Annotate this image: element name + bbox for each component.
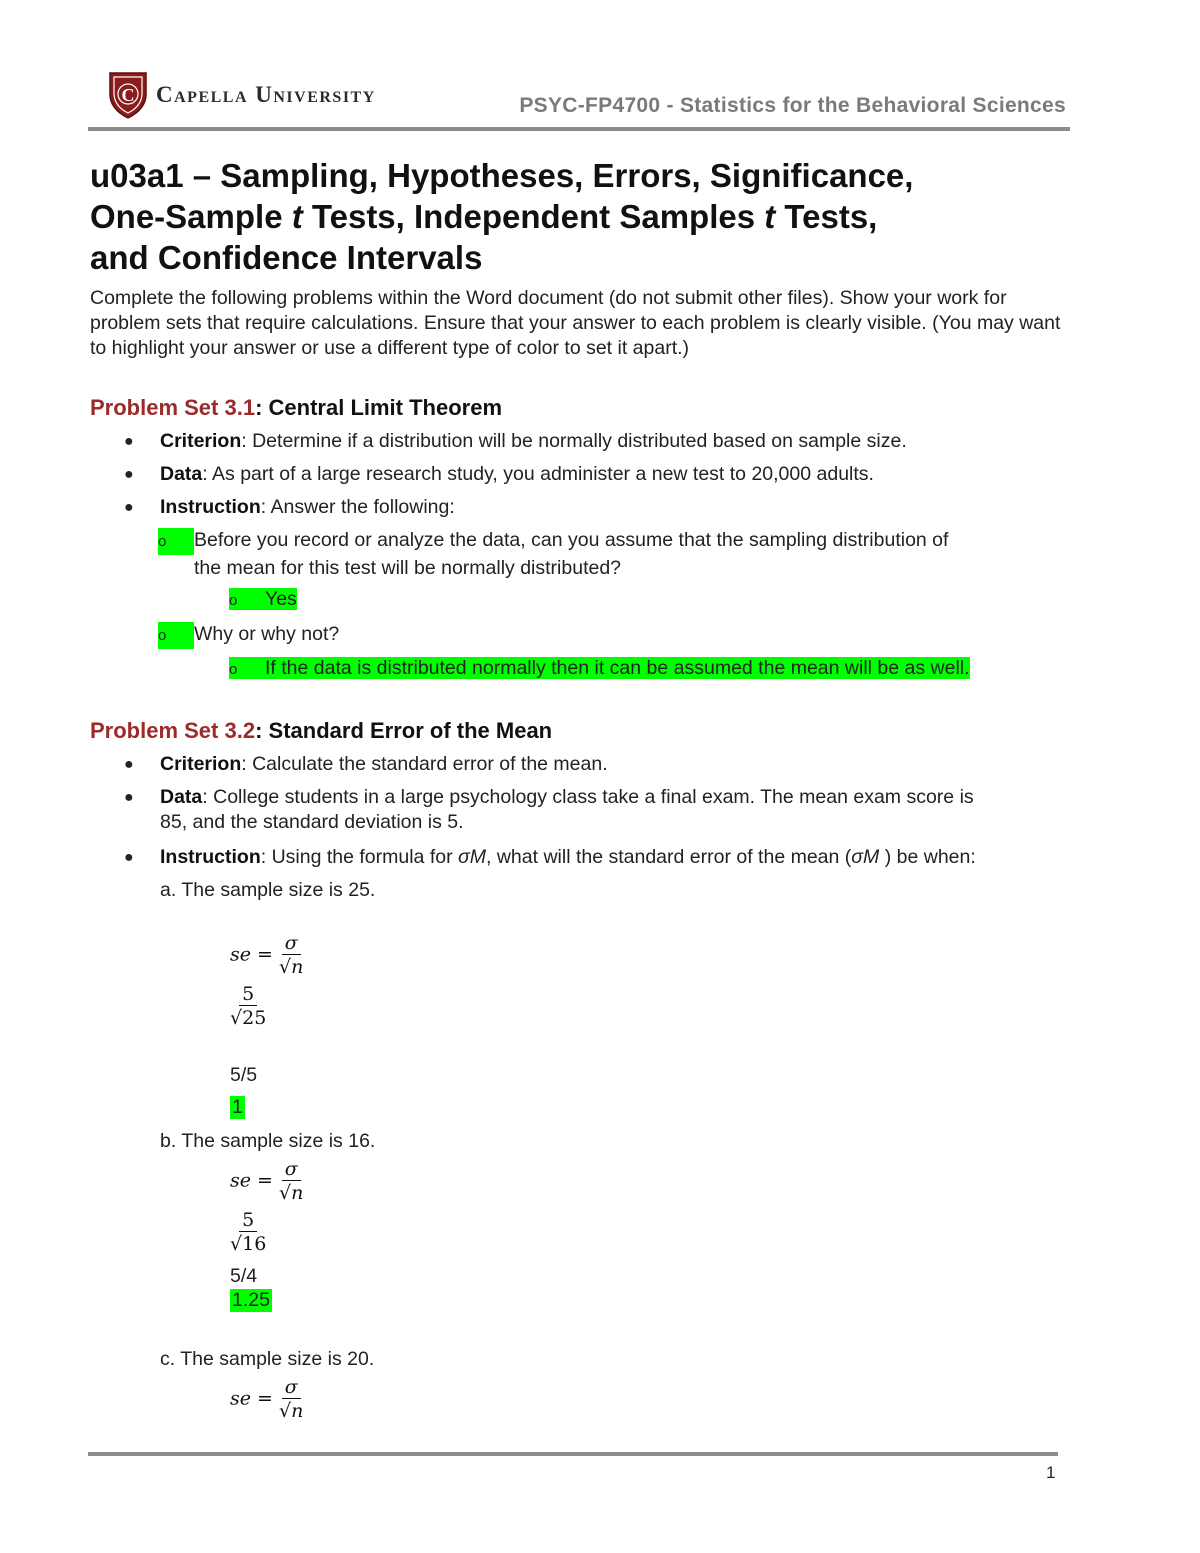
formula-denominator: √n	[279, 1182, 304, 1204]
document-body	[90, 155, 1070, 1422]
sub-bullet-icon: o	[158, 528, 194, 555]
problem-set-name: Central Limit Theorem	[268, 395, 503, 420]
problem-set-3-2-heading	[90, 718, 552, 744]
question-1-line-2: the mean for this test will be normally distributed?	[194, 557, 622, 579]
sub-bullet-icon: o	[158, 622, 194, 649]
data-text: : As part of a large research study, you administer a new test to 20,000 adults.	[202, 463, 874, 485]
criterion-text: : Calculate the standard error of the mean.	[241, 753, 608, 775]
formula-numerator: σ	[282, 932, 301, 955]
question-2	[158, 621, 339, 649]
bullet-icon: ●	[124, 433, 134, 450]
formula-numerator: σ	[282, 1376, 301, 1399]
sub-bullet-icon: o	[229, 661, 238, 678]
part-a-label: a. The sample size is 25.	[160, 879, 376, 901]
problem-set-number: Problem Set 3.2	[90, 718, 256, 743]
page-header	[88, 64, 1070, 134]
instruction-text: : Answer the following:	[260, 496, 455, 518]
bullet-icon: ●	[124, 849, 134, 866]
formula-denominator: √n	[279, 956, 304, 978]
title-line-2b: Tests, Independent Samples	[302, 198, 765, 235]
intro-paragraph: Complete the following problems within the Word document (do not submit other files). Show your work for problem sets that require calculations. Ensure that your answer to each problem is clearly visible. (You may want to highlight your answer or use a different type of color to set it apart.)	[90, 287, 1061, 359]
answer-2-text: If the data is distributed normally then it can be assumed the mean will be as well.	[265, 657, 970, 679]
logo-wordmark: Capella University	[156, 82, 376, 107]
svg-text:C: C	[121, 85, 135, 105]
problem-set-number: Problem Set 3.1	[90, 395, 256, 420]
title-line-2a: One-Sample	[90, 198, 292, 235]
heading-separator: :	[255, 718, 269, 743]
formula-c	[230, 1376, 303, 1423]
header-divider	[88, 127, 1070, 131]
formula-denominator: √n	[279, 1400, 304, 1422]
fraction-a	[230, 983, 266, 1030]
fraction-denominator: √16	[230, 1233, 267, 1255]
bullet-icon: ●	[124, 499, 134, 516]
fraction-b	[230, 1209, 266, 1256]
answer-2	[229, 655, 970, 683]
title-t-italic-2: t	[764, 198, 776, 235]
instruction-label: Instruction	[160, 496, 261, 518]
part-c-label: c. The sample size is 20.	[160, 1348, 375, 1370]
formula-numerator: σ	[282, 1158, 301, 1181]
fraction-denominator: √25	[230, 1007, 267, 1029]
part-b-label: b. The sample size is 16.	[160, 1130, 376, 1152]
shield-icon	[108, 70, 148, 120]
answer-1-text: Yes	[265, 588, 297, 610]
page-title	[90, 155, 1070, 278]
question-2-text: Why or why not?	[194, 623, 340, 645]
step-a: 5/5	[230, 1064, 258, 1086]
problem-set-name: Standard Error of the Mean	[268, 718, 553, 743]
fraction-numerator: 5	[239, 983, 257, 1006]
instruction-text-a: : Using the formula for	[260, 846, 458, 868]
answer-a: 1	[232, 1096, 243, 1118]
title-line-3: and Confidence Intervals	[90, 239, 483, 276]
problem-set-3-1-heading	[90, 395, 502, 421]
course-title: PSYC-FP4700 - Statistics for the Behavioral Sciences	[519, 94, 1066, 117]
formula-b	[230, 1158, 303, 1205]
criterion-label: Criterion	[160, 753, 242, 775]
question-1	[158, 527, 1058, 582]
fraction-numerator: 5	[239, 1209, 257, 1232]
instruction-text-b: , what will the standard error of the mean (	[486, 846, 852, 868]
answer-b: 1.25	[232, 1289, 270, 1311]
heading-separator: :	[255, 395, 269, 420]
sub-bullet-icon: o	[229, 592, 238, 609]
footer-divider	[88, 1452, 1058, 1456]
data-label: Data	[160, 786, 203, 808]
title-line-2c: Tests,	[775, 198, 878, 235]
bullet-icon: ●	[124, 789, 134, 806]
title-t-italic: t	[291, 198, 303, 235]
data-label: Data	[160, 463, 203, 485]
sigma-m-symbol: σM	[458, 846, 487, 868]
criterion-text: : Determine if a distribution will be normally distributed based on sample size.	[241, 430, 907, 452]
title-line-1: u03a1 – Sampling, Hypotheses, Errors, Significance,	[90, 157, 914, 194]
capella-logo	[108, 70, 376, 120]
formula-lhs: se =	[230, 1169, 273, 1192]
step-b: 5/4	[230, 1265, 258, 1287]
answer-1	[229, 586, 297, 614]
sigma-m-symbol: σM	[851, 846, 880, 868]
formula-lhs: se =	[230, 1387, 273, 1410]
data-text-line-1: : College students in a large psychology class take a final exam. The mean exam score is	[202, 786, 974, 808]
bullet-icon: ●	[124, 466, 134, 483]
instruction-text-c: ) be when:	[879, 846, 976, 868]
data-text-line-2: 85, and the standard deviation is 5.	[160, 811, 464, 833]
criterion-label: Criterion	[160, 430, 242, 452]
question-1-line-1: Before you record or analyze the data, can you assume that the sampling distribution of	[194, 529, 949, 551]
page-number: 1	[1046, 1463, 1056, 1482]
bullet-icon: ●	[124, 756, 134, 773]
formula-a	[230, 932, 303, 979]
formula-lhs: se =	[230, 943, 273, 966]
instruction-label: Instruction	[160, 846, 261, 868]
